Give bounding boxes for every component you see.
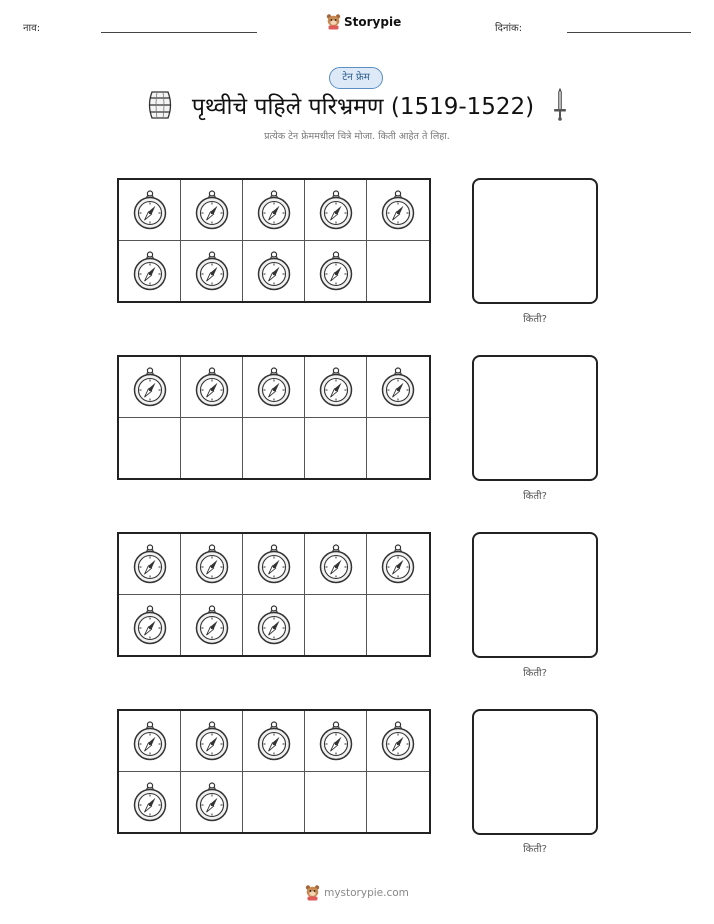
date-line[interactable] [567,32,691,33]
frame-cell [367,534,429,595]
ten-frame-2 [117,355,431,480]
compass-icon [193,190,231,230]
frame-cell [243,418,305,479]
frame-cell [305,772,367,833]
compass-icon [193,721,231,761]
footer-url: mystorypie.com [324,886,409,899]
frame-cell [181,241,243,302]
footer [0,884,714,901]
mascot-icon [326,13,341,30]
compass-icon [317,251,355,291]
frame-cell [243,180,305,241]
compass-icon [255,605,293,645]
frame-cell [243,357,305,418]
frame-cell [181,357,243,418]
compass-icon [131,190,169,230]
frame-cell [119,595,181,656]
compass-icon [131,605,169,645]
ten-frame-4 [117,709,431,834]
frame-cell [367,418,429,479]
frame-cell [305,357,367,418]
answer-box-1[interactable] [472,178,598,304]
frame-cell [243,241,305,302]
answer-label-4: किती? [523,844,547,855]
compass-icon [193,605,231,645]
answer-box-3[interactable] [472,532,598,658]
compass-icon [255,251,293,291]
date-label: दिनांक: [495,23,523,34]
frame-cell [119,711,181,772]
frame-cell [181,180,243,241]
frame-cell [367,241,429,302]
compass-icon [255,544,293,584]
compass-icon [193,367,231,407]
page-title: पृथ्वीचे पहिले परिभ्रमण (1519-1522) [191,94,535,120]
answer-label-2: किती? [523,491,547,502]
brand-logo [326,13,401,30]
frame-cell [119,418,181,479]
frame-cell [367,595,429,656]
compass-icon [317,721,355,761]
frame-cell [119,241,181,302]
compass-icon [317,190,355,230]
topic-badge: टेन फ्रेम [329,67,383,89]
compass-icon [193,782,231,822]
compass-icon [379,544,417,584]
frame-cell [367,180,429,241]
compass-icon [193,251,231,291]
frame-cell [305,180,367,241]
frame-cell [243,711,305,772]
ten-frame-1 [117,178,431,303]
frame-cell [367,357,429,418]
frame-cell [243,534,305,595]
frame-cell [181,534,243,595]
frame-cell [181,418,243,479]
frame-cell [119,534,181,595]
compass-icon [131,367,169,407]
barrel-icon [146,90,174,120]
name-label: नाव: [23,23,41,34]
compass-icon [255,721,293,761]
frame-cell [181,711,243,772]
frame-cell [367,772,429,833]
frame-cell [119,357,181,418]
answer-label-1: किती? [523,314,547,325]
frame-cell [367,711,429,772]
compass-icon [255,190,293,230]
frame-cell [243,595,305,656]
frame-cell [243,772,305,833]
title-row [0,88,714,122]
answer-box-4[interactable] [472,709,598,835]
frame-cell [305,595,367,656]
compass-icon [379,367,417,407]
compass-icon [379,721,417,761]
ten-frame-3 [117,532,431,657]
compass-icon [255,367,293,407]
frame-cell [305,418,367,479]
compass-icon [317,544,355,584]
compass-icon [131,721,169,761]
name-line[interactable] [101,32,257,33]
compass-icon [131,544,169,584]
answer-box-2[interactable] [472,355,598,481]
frame-cell [119,772,181,833]
instructions: प्रत्येक टेन फ्रेममधील चित्रे मोजा. किती आहेत ते लिहा. [264,131,450,142]
sword-icon [552,88,568,122]
compass-icon [131,782,169,822]
compass-icon [131,251,169,291]
compass-icon [193,544,231,584]
frame-cell [305,534,367,595]
compass-icon [379,190,417,230]
frame-cell [305,241,367,302]
frame-cell [181,772,243,833]
frame-cell [119,180,181,241]
frame-cell [305,711,367,772]
answer-label-3: किती? [523,668,547,679]
compass-icon [317,367,355,407]
mascot-icon [305,884,320,901]
brand-name: Storypie [344,14,402,29]
frame-cell [181,595,243,656]
